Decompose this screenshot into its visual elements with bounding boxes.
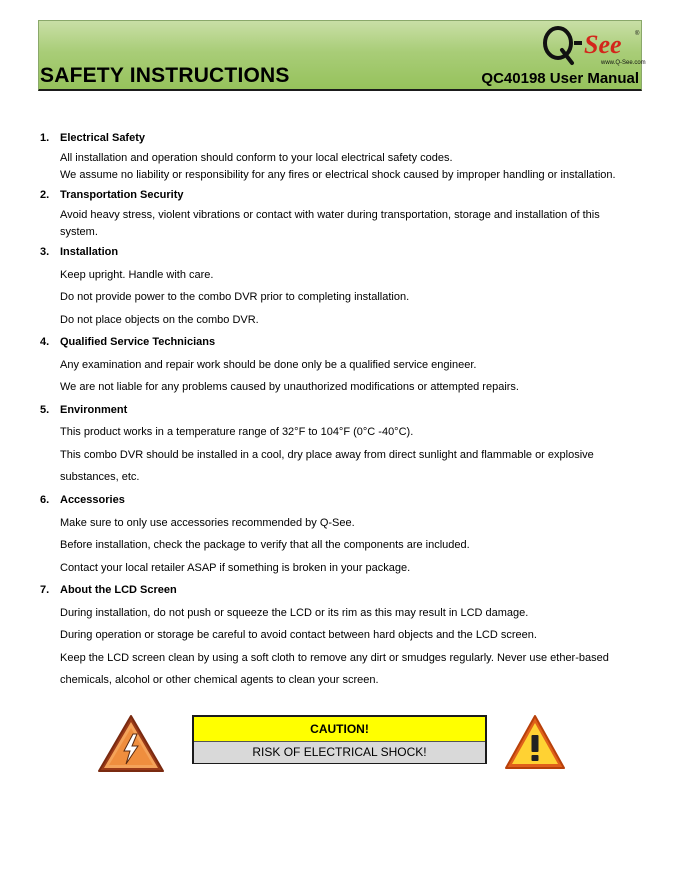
- section-3-line: Do not provide power to the combo DVR prior to completing installation.: [60, 291, 410, 303]
- electrical-hazard-icon: [96, 713, 166, 775]
- section-4-line: We are not liable for any problems caused by unauthorized modifications or attempted repairs.: [60, 381, 519, 393]
- svg-text:®: ®: [635, 31, 640, 37]
- section-1-line: All installation and operation should conform to your local electrical safety codes.: [60, 152, 453, 164]
- section-number: 1.: [40, 132, 50, 144]
- section-title: About the LCD Screen: [60, 584, 177, 596]
- logo-url: www.Q-See.com: [601, 60, 646, 66]
- section-number: 7.: [40, 584, 50, 596]
- section-2-line: system.: [60, 226, 98, 238]
- page-header: [38, 20, 646, 91]
- caution-title: CAUTION!: [194, 717, 485, 742]
- section-number: 3.: [40, 246, 50, 258]
- section-title: Transportation Security: [60, 189, 184, 201]
- section-6-line: Contact your local retailer ASAP if something is broken in your package.: [60, 562, 411, 574]
- section-5-line: This product works in a temperature range of 32°F to 104°F (0°C -40°C).: [60, 426, 414, 438]
- section-2-line: Avoid heavy stress, violent vibrations or contact with water during transportation, storage and installation of this: [60, 209, 600, 221]
- page-title: SAFETY INSTRUCTIONS: [40, 64, 290, 87]
- section-title: Accessories: [60, 494, 125, 506]
- section-5-line: substances, etc.: [60, 471, 140, 483]
- section-3-line: Do not place objects on the combo DVR.: [60, 314, 259, 326]
- section-5-line: This combo DVR should be installed in a cool, dry place away from direct sunlight and flammable or explosive: [60, 449, 594, 461]
- logo-see-text: See: [584, 30, 622, 59]
- section-7-line: Keep the LCD screen clean by using a soft cloth to remove any dirt or smudges regularly. Never use ether-based: [60, 652, 609, 664]
- section-7-line: chemicals, alcohol or other chemical agents to clean your screen.: [60, 674, 379, 686]
- section-7-line: During operation or storage be careful to avoid contact between hard objects and the LCD screen.: [60, 629, 537, 641]
- section-6-line: Make sure to only use accessories recommended by Q-See.: [60, 517, 355, 529]
- manual-name: QC40198 User Manual: [481, 70, 639, 87]
- section-7-line: During installation, do not push or squeeze the LCD or its rim as this may result in LCD damage.: [60, 607, 529, 619]
- section-number: 6.: [40, 494, 50, 506]
- section-title: Installation: [60, 246, 119, 258]
- section-3-line: Keep upright. Handle with care.: [60, 269, 214, 281]
- section-1-line: We assume no liability or responsibility for any fires or electrical shock caused by improper handling or installation.: [60, 169, 616, 181]
- section-4-line: Any examination and repair work should be done only be a qualified service engineer.: [60, 359, 477, 371]
- q-see-logo: [540, 23, 646, 67]
- section-title: Environment: [60, 404, 128, 416]
- section-number: 2.: [40, 189, 50, 201]
- section-6-line: Before installation, check the package to verify that all the components are included.: [60, 539, 470, 551]
- caution-message: RISK OF ELECTRICAL SHOCK!: [194, 742, 485, 763]
- section-title: Electrical Safety: [60, 132, 145, 144]
- section-number: 4.: [40, 336, 50, 348]
- caution-box: [192, 715, 487, 764]
- exclamation-warning-icon: [503, 713, 567, 773]
- section-number: 5.: [40, 404, 50, 416]
- section-title: Qualified Service Technicians: [60, 336, 216, 348]
